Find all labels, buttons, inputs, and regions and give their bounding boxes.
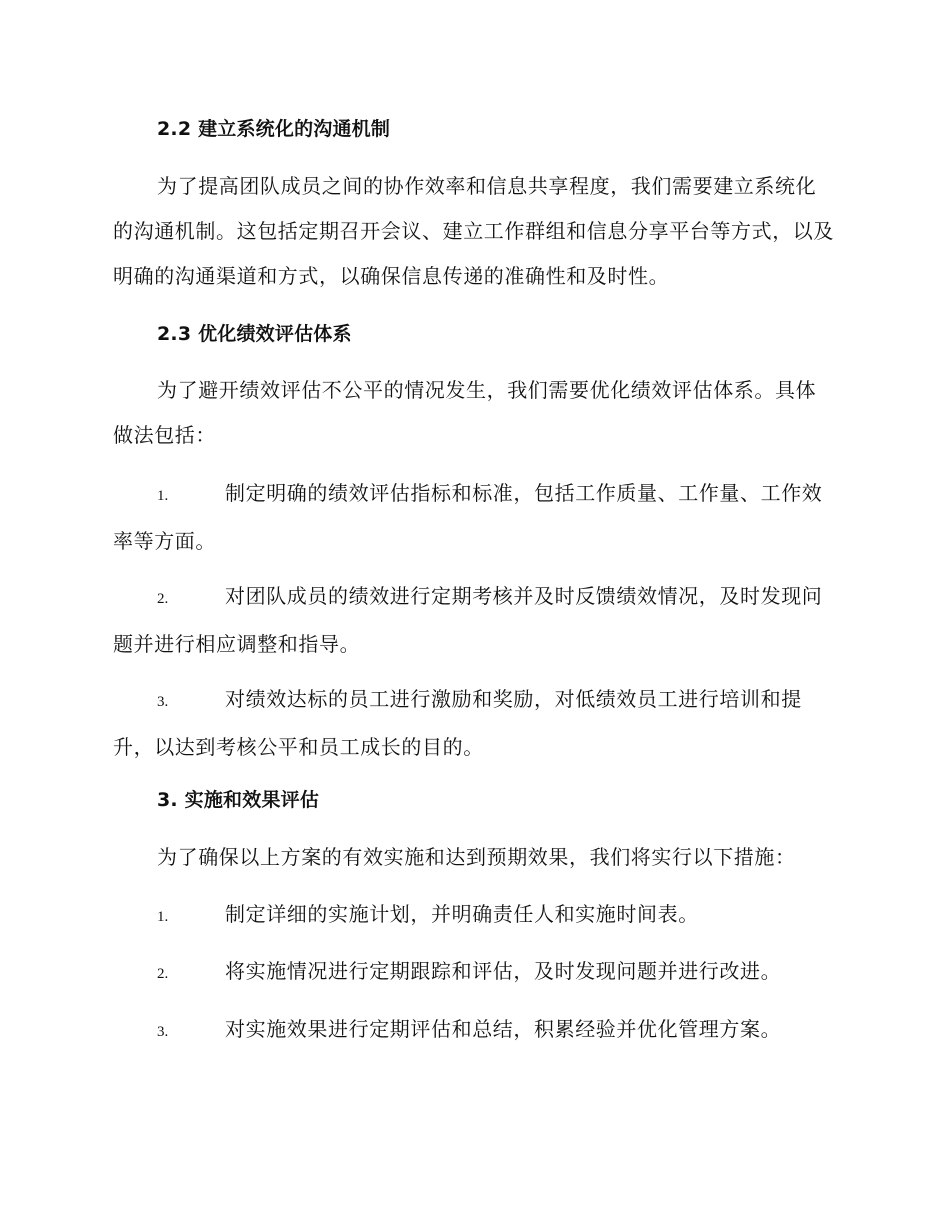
section-heading: 2.3 优化绩效评估体系 — [157, 323, 352, 345]
list-item-text: 制定明确的绩效评估指标和标准，包括工作质量、工作量、工作效率等方面。 — [113, 481, 823, 553]
section-heading: 3. 实施和效果评估 — [157, 789, 320, 811]
list-item-text: 将实施情况进行定期跟踪和评估，及时发现问题并进行改进。 — [225, 959, 782, 983]
paragraph: 为了提高团队成员之间的协作效率和信息共享程度，我们需要建立系统化的沟通机制。这包括定期召开会议、建立工作群组和信息分享平台等方式，以及明确的沟通渠道和方式，以确保信息传递的准确性和及时性。 — [113, 174, 834, 288]
list-number: 1. — [157, 909, 169, 925]
list-item — [113, 892, 835, 940]
list-item-text: 对实施效果进行定期评估和总结，积累经验并优化管理方案。 — [225, 1017, 782, 1041]
list-item-text: 对绩效达标的员工进行激励和奖励，对低绩效员工进行培训和提升，以达到考核公平和员工成长的目的。 — [113, 687, 802, 759]
list-number: 3. — [157, 1024, 169, 1040]
list-item — [113, 949, 835, 997]
list-item — [113, 574, 835, 667]
list-number: 2. — [157, 591, 169, 607]
list-item — [113, 471, 835, 564]
list-item-text: 制定详细的实施计划，并明确责任人和实施时间表。 — [225, 902, 699, 926]
section-heading: 2.2 建立系统化的沟通机制 — [157, 118, 391, 140]
paragraph: 为了避开绩效评估不公平的情况发生，我们需要优化绩效评估体系。具体做法包括： — [113, 378, 817, 447]
list-number: 3. — [157, 694, 169, 710]
list-item — [113, 677, 835, 770]
list-number: 2. — [157, 966, 169, 982]
paragraph: 为了确保以上方案的有效实施和达到预期效果，我们将实行以下措施： — [157, 845, 796, 869]
list-item — [113, 1007, 835, 1055]
list-item-text: 对团队成员的绩效进行定期考核并及时反馈绩效情况，及时发现问题并进行相应调整和指导。 — [113, 584, 823, 656]
list-number: 1. — [157, 488, 169, 504]
